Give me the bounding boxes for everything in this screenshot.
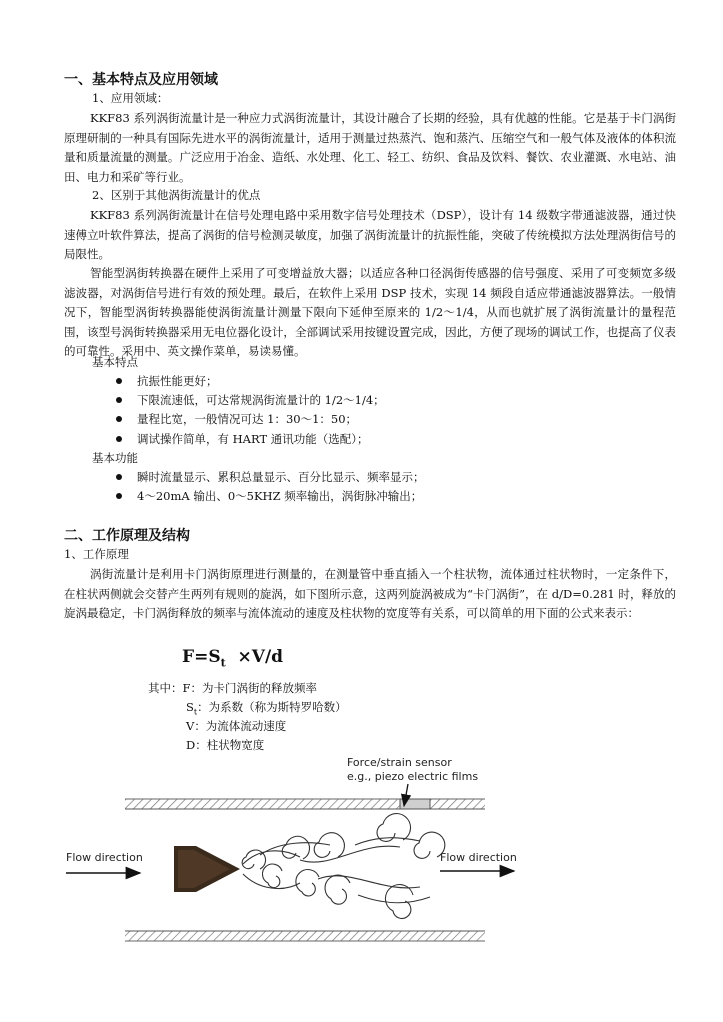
sensor-label-line-2: e.g., piezo electric films bbox=[347, 770, 479, 783]
paragraph-converter: 智能型涡街转换器在硬件上采用了可变增益放大器；以适应各种口径涡街传感器的信号强度、采用了可变频宽多级滤波器，对涡街信号进行有效的预处理。最后，在软件上采用 DSP 技术，实现 14 频段自适应带通滤波器算法。一般情况下，智能型涡街转换器能使涡街流量计测量下限向下延伸至原来的 1/2～1/4，从而也就扩展了涡街流量计的量程范围，该型号涡街转换器采用无电位器化设计，全部调试采用按键设置完成，因此，方便了现场的调试工作，也提高了仪表的可靠性。采用中、英文操作菜单，易读易懂。 bbox=[64, 266, 676, 359]
features-label: 基本特点 bbox=[92, 355, 138, 369]
vortex-diagram bbox=[0, 755, 723, 965]
subsection-principle: 1、工作原理 bbox=[64, 547, 129, 561]
feature-item: 抗振性能更好； bbox=[116, 373, 218, 389]
subsection-application: 1、应用领域： bbox=[92, 91, 169, 105]
bullet-icon bbox=[116, 474, 122, 480]
subsection-advantages: 2、区别于其他涡街流量计的优点 bbox=[92, 188, 261, 202]
paragraph-principle: 涡街流量计是利用卡门涡街原理进行测量的，在测量管中垂直插入一个柱状物，流体通过柱状物时，一定条件下，在柱状两侧就会交替产生两列有规则的旋涡，如下图所示意，这两列旋涡被成为“卡门涡街”，在 d/D=0.281 时，释放的旋涡最稳定，卡门涡街释放的频率与流体流动的速度及柱状物的宽度等有关系，可以简单的用下面的公式来表示： bbox=[64, 567, 676, 621]
def-v: V：为流体流动速度 bbox=[186, 719, 287, 733]
bullet-icon bbox=[116, 416, 122, 422]
def-d: D：柱状物宽度 bbox=[186, 738, 265, 752]
paragraph-dsp: KKF83 系列涡街流量计在信号处理电路中采用数字信号处理技术（DSP），设计有 14 级数字带通滤波器，通过快速傅立叶软件算法，提高了涡街的信号检测灵敏度，加强了涡街流量计的抗振性能，突破了传统模拟方法处理涡街信号的局限性。 bbox=[64, 208, 676, 262]
pipe-wall-bottom bbox=[125, 931, 485, 941]
section-1-title: 一、基本特点及应用领域 bbox=[64, 72, 218, 88]
sensor-label-line-1: Force/strain sensor bbox=[347, 756, 452, 769]
flow-direction-label-right: Flow direction bbox=[440, 851, 517, 864]
paragraph-application: KKF83 系列涡街流量计是一种应力式涡街流量计，其设计融合了长期的经验，具有优越的性能。它是基于卡门涡街原理研制的一种具有国际先进水平的涡街流量计，适用于测量过热蒸汽、饱和蒸汽、压缩空气和一般气体及液体的体积流量和质量流量的测量。广泛应用于冶金、造纸、水处理、化工、轻工、纺织、食品及饮料、餐饮、农业灌溉、水电站、油田、电力和采矿等行业。 bbox=[64, 111, 676, 184]
bullet-icon bbox=[116, 436, 122, 442]
flow-direction-label-left: Flow direction bbox=[66, 851, 143, 864]
functions-label: 基本功能 bbox=[92, 451, 138, 465]
feature-item: 下限流速低，可达常规涡街流量计的 1/2～1/4； bbox=[116, 392, 385, 408]
feature-item: 量程比宽，一般情况可达 1：30～1：50； bbox=[116, 411, 357, 427]
bullet-icon bbox=[116, 378, 122, 384]
function-item: 4～20mA 输出、0～5KHZ 频率输出，涡街脉冲输出； bbox=[116, 488, 422, 504]
bullet-icon bbox=[116, 493, 122, 499]
vortex-street bbox=[242, 814, 445, 919]
feature-item: 调试操作简单，有 HART 通讯功能（选配）； bbox=[116, 431, 369, 447]
pipe-wall-top bbox=[125, 799, 485, 809]
def-f: 其中：F：为卡门涡街的释放频率 bbox=[148, 681, 317, 695]
bullet-icon bbox=[116, 397, 122, 403]
formula: $F=S_t \times V/d$ bbox=[182, 647, 284, 670]
def-st: $S_t$：为系数（称为斯特罗哈数） bbox=[186, 700, 347, 717]
function-item: 瞬时流量显示、累积总量显示、百分比显示、频率显示； bbox=[116, 469, 425, 485]
section-2-title: 二、工作原理及结构 bbox=[64, 528, 190, 544]
